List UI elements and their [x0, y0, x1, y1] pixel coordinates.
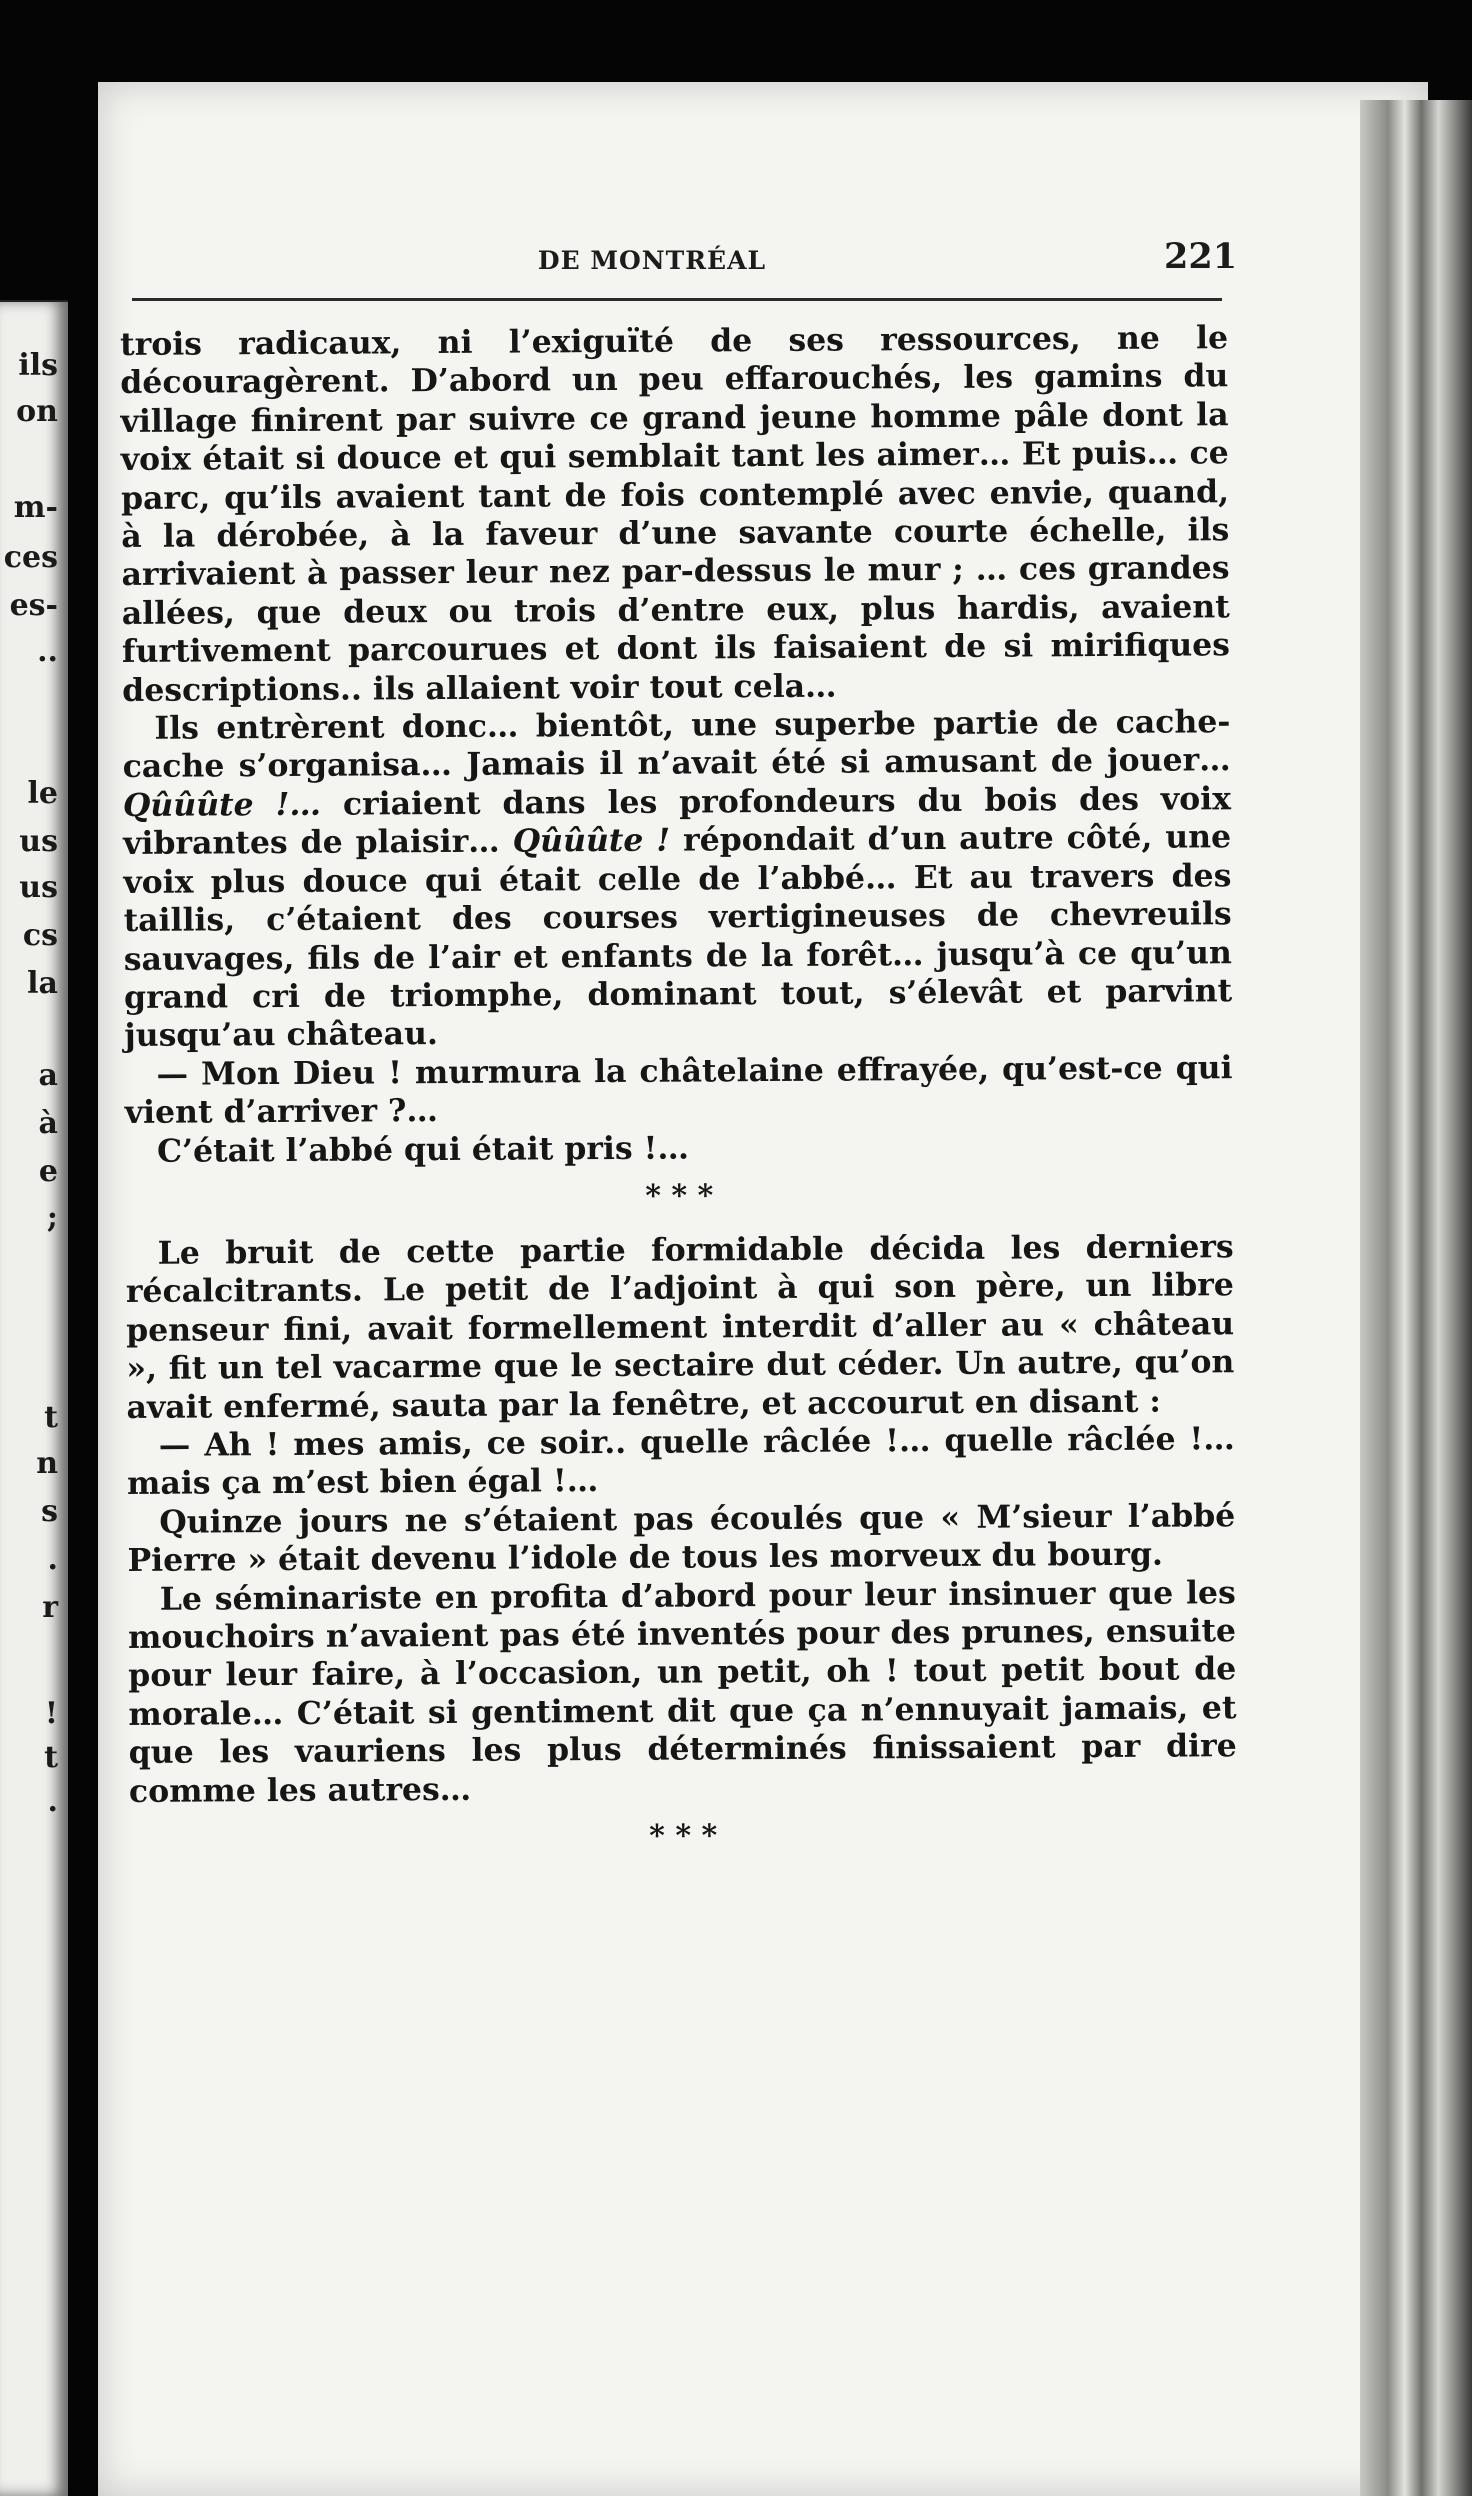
paragraph	[122, 703, 1232, 1055]
facing-page-edge	[0, 300, 68, 2496]
paragraph: — Mon Dieu ! murmura la châtelaine effrayée, qu’est-ce qui vient d’arriver ?…	[124, 1048, 1233, 1132]
text-run: Ils entrèrent donc… bientôt, une superbe partie de cache-cache s’organisa… Jamais il n’avait été si amusant de jouer…	[122, 703, 1231, 786]
page-stack-edge	[1360, 100, 1472, 2496]
paragraph: Le bruit de cette partie formidable décida les derniers récalcitrants. Le petit de l’adjoint à qui son père, un libre penseur fini, avait formellement interdit d’aller au « château », fit un tel vacarme que le sectaire dut céder. Un autre, qu’on avait enfermé, sauta par la fenêtre, et accourut en disant :	[125, 1228, 1235, 1426]
facing-page-fragment: ;	[46, 1200, 58, 1235]
page-number: 221	[1164, 236, 1238, 277]
facing-page-fragment: la	[27, 966, 58, 1001]
section-separator: * * *	[645, 1178, 714, 1214]
paragraph: Le séminariste en profita d’abord pour leur insinuer que les mouchoirs n’avaient pas été inventés pour des prunes, ensuite pour leur faire, à l’occasion, un petit, oh ! tout petit bout de morale… C’était si gentiment dit que ça n’ennuyait jamais, et que les vauriens les plus déterminés finissaient par dire comme les autres…	[127, 1573, 1237, 1810]
facing-page-fragment: on	[16, 394, 58, 429]
facing-page-fragment: us	[19, 824, 58, 859]
text-run-italic: Qûûûte !…	[122, 785, 322, 824]
facing-page-fragment: es-	[9, 588, 58, 623]
facing-page-fragment: cs	[22, 918, 58, 953]
facing-page-fragment: us	[19, 870, 58, 905]
facing-page-fragment: t	[44, 1400, 58, 1435]
facing-page-fragment: le	[27, 776, 58, 811]
facing-page-fragment: ils	[18, 348, 58, 383]
paragraph: — Ah ! mes amis, ce soir.. quelle râclée !… quelle râclée !… mais ça m’est bien égal !…	[126, 1420, 1235, 1503]
facing-page-fragment: !	[44, 1696, 58, 1731]
section-separator: * * *	[649, 1818, 718, 1854]
facing-page-fragment: .	[47, 1784, 58, 1819]
page-text	[120, 319, 1237, 1875]
header-rule	[132, 298, 1222, 301]
facing-page-rule	[0, 300, 68, 302]
text-run-italic: Qûûûte !	[512, 821, 671, 860]
facing-page-fragment: à	[38, 1106, 58, 1141]
facing-page-fragment: s	[41, 1494, 58, 1529]
facing-page-fragment: r	[42, 1590, 58, 1625]
facing-page-fragment: t	[44, 1740, 58, 1775]
facing-page-fragment: ..	[37, 634, 58, 669]
facing-page-fragment: .	[47, 1542, 58, 1577]
text-run: répondait d’un autre côté, une voix plus douce qui était celle de l’abbé… Et au travers des taillis, c’étaient des courses vertigineuses de chevreuils sauvages, fils de l’air et enfants de la forêt… jusqu’à ce qu’un grand cri de triomphe, dominant tout, s’élevât et parvint jusqu’au château.	[123, 818, 1233, 1055]
facing-page-fragment: ces	[3, 540, 58, 575]
facing-page-fragment: a	[38, 1058, 58, 1093]
running-head: DE MONTRÉAL	[537, 246, 767, 275]
paragraph: Quinze jours ne s’étaient pas écoulés que « M’sieur l’abbé Pierre » était devenu l’idole de tous les morveux du bourg.	[127, 1496, 1236, 1580]
facing-page-fragment: n	[36, 1446, 58, 1481]
paragraph: C’était l’abbé qui était pris !…	[156, 1129, 690, 1170]
text-run: criaient dans les profondeurs du bois des voix vibrantes de plaisir…	[123, 780, 1232, 863]
facing-page-fragment: m-	[13, 490, 58, 525]
paragraph: trois radicaux, ni l’exiguïté de ses ressources, ne le découragèrent. D’abord un peu effarouchés, les gamins du village finirent par suivre ce grand jeune homme pâle dont la voix était si douce et qui semblait tant les aimer… Et puis… ce parc, qu’ils avaient tant de fois contemplé avec envie, quand, à la dérobée, à la faveur d’une savante courte échelle, ils arrivaient à passer leur nez par-dessus le mur ; … ces grandes allées, que deux ou trois d’entre eux, plus hardis, avaient furtivement parcourues et dont ils faisaient de si mirifiques descriptions.. ils allaient voir tout cela…	[120, 319, 1231, 709]
facing-page-fragment: e	[38, 1154, 58, 1189]
